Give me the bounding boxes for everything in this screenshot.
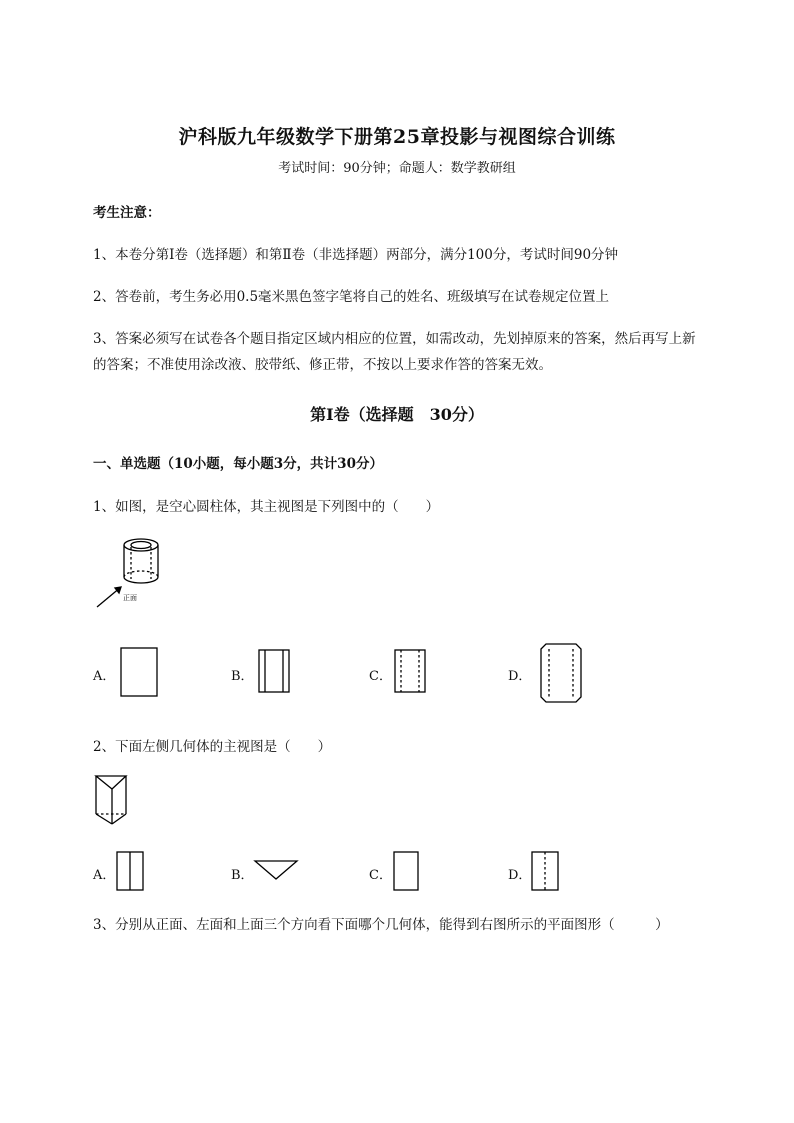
section-title: 第I卷（选择题 30分） [310, 405, 484, 424]
q2-option-b-figure [254, 860, 300, 882]
q2-option-b-label[interactable]: B． [231, 868, 254, 883]
exam-info: 考试时间：90分钟；命题人：数学教研组 [278, 161, 516, 176]
q2-option-a-figure [116, 851, 146, 893]
q1-option-d-label[interactable]: D． [508, 669, 532, 684]
q2-option-d-label[interactable]: D． [508, 868, 532, 883]
notice-heading: 考生注意： [93, 205, 161, 221]
front-label: 正面 [123, 594, 137, 602]
notice-item-3: 3、答案必须写在试卷各个题目指定区域内相应的位置，如需改动，先划掉原来的答案，然后再写上新 [93, 331, 696, 347]
question-1: 1、如图，是空心圆柱体，其主视图是下列图中的（ ） [93, 499, 440, 515]
q1-option-b-label[interactable]: B． [231, 669, 254, 684]
q2-option-c-label[interactable]: C． [369, 868, 392, 883]
q1-option-a-figure [120, 647, 160, 697]
notice-item-3-cont: 的答案；不准使用涂改液、胶带纸、修正带，不按以上要求作答的答案无效。 [93, 357, 552, 373]
q2-option-d-figure [531, 851, 561, 893]
q2-option-a-label[interactable]: A． [93, 868, 116, 883]
q1-option-c-figure [394, 649, 428, 695]
part-heading: 一、单选题（10小题，每小题3分，共计30分） [93, 456, 383, 472]
q1-option-b-figure [258, 649, 292, 695]
question-3: 3、分别从正面、左面和上面三个方向看下面哪个几何体，能得到右图所示的平面图形（ ） [93, 917, 669, 933]
triangular-prism-figure [94, 774, 130, 828]
q1-option-c-label[interactable]: C． [369, 669, 392, 684]
notice-item-1: 1、本卷分第I卷（选择题）和第Ⅱ卷（非选择题）两部分，满分100分，考试时间90分钟 [93, 247, 619, 263]
q2-option-c-figure [393, 851, 421, 893]
q1-option-a-label[interactable]: A． [93, 669, 116, 684]
question-2: 2、下面左侧几何体的主视图是（ ） [93, 739, 332, 755]
hollow-cylinder-figure [95, 535, 175, 615]
q1-option-d-figure [538, 643, 586, 705]
page-title: 沪科版九年级数学下册第25章投影与视图综合训练 [178, 126, 616, 148]
notice-item-2: 2、答卷前，考生务必用0.5毫米黑色签字笔将自己的姓名、班级填写在试卷规定位置上 [93, 289, 610, 305]
